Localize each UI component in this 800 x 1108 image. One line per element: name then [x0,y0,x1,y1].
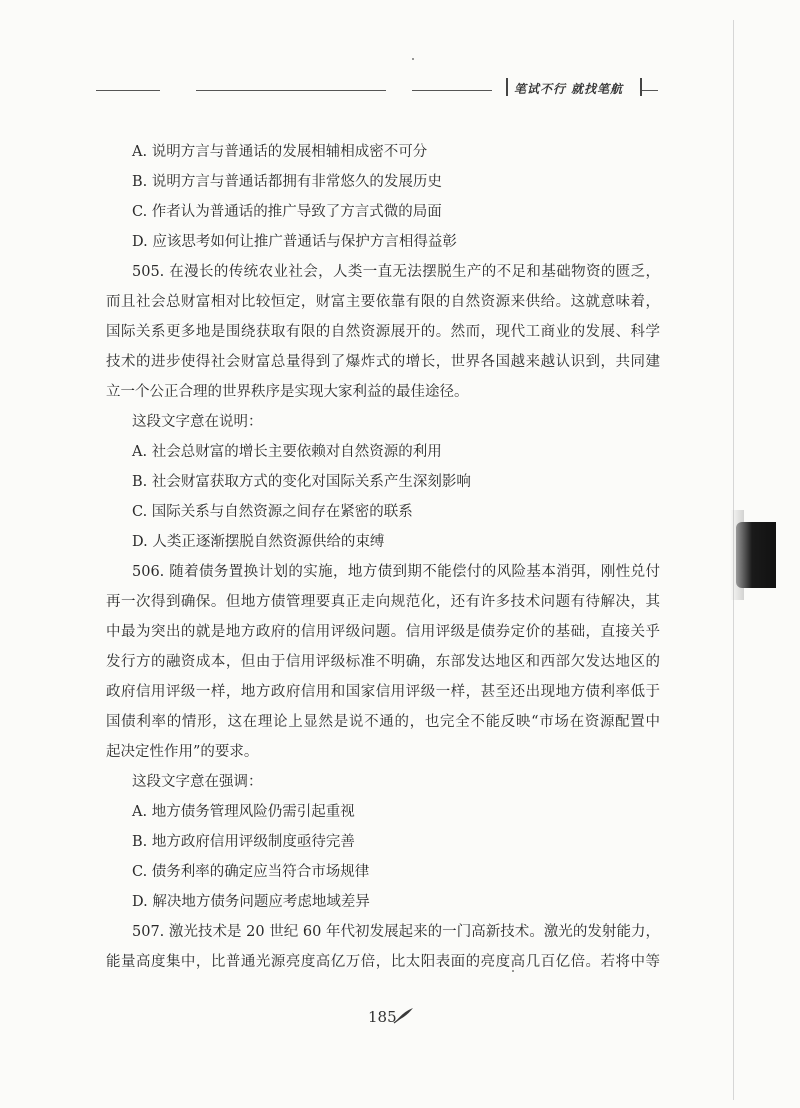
header-divider [506,78,508,96]
prev-option-d: D. 应该思考如何让推广普通话与保护方言相得益彰 [132,234,457,250]
q505-prompt: 这段文字意在说明： [132,414,263,430]
q505-passage-line: 505. 在漫长的传统农业社会，人类一直无法摆脱生产的不足和基础物资的匮乏， [132,264,660,280]
q505-option-d: D. 人类正逐渐摆脱自然资源供给的束缚 [132,534,385,550]
q506-passage-line: 中最为突出的就是地方政府的信用评级问题。信用评级是债券定价的基础，直接关乎 [106,624,660,640]
q506-option-a: A. 地方债务管理风险仍需引起重视 [132,804,355,820]
feather-pen-icon [393,1006,415,1024]
q506-passage-line: 再一次得到确保。但地方债管理要真正走向规范化，还有许多技术问题有待解决，其 [106,594,660,610]
q507-passage-line: 507. 激光技术是 20 世纪 60 年代初发展起来的一门高新技术。激光的发射能力， [132,924,660,940]
q505-passage-line: 技术的进步使得社会财富总量得到了爆炸式的增长，世界各国越来越认识到，共同建 [106,354,660,370]
page-number: 185 [368,1008,397,1026]
scan-speck [412,58,414,60]
q506-option-b: B. 地方政府信用评级制度亟待完善 [132,834,355,850]
header-slogan: 笔试不行 就找笔航 [514,82,624,96]
header-rule [96,90,160,91]
q505-passage-line: 立一个公正合理的世界秩序是实现大家利益的最佳途径。 [106,384,469,400]
q506-passage-line: 政府信用评级一样，地方政府信用和国家信用评级一样，甚至还出现地方债利率低于 [106,684,660,700]
q505-option-c: C. 国际关系与自然资源之间存在紧密的联系 [132,504,413,520]
q506-passage-line: 发行方的融资成本，但由于信用评级标准不明确，东部发达地区和西部欠发达地区的 [106,654,660,670]
q505-passage-line: 而且社会总财富相对比较恒定，财富主要依靠有限的自然资源来供给。这就意味着， [106,294,660,310]
q507-passage-line: 能量高度集中，比普通光源亮度高亿万倍，比太阳表面的亮度高几百亿倍。若将中等 [106,954,660,970]
prev-option-a: A. 说明方言与普通话的发展相辅相成密不可分 [132,144,428,160]
q505-passage-line: 国际关系更多地是围绕获取有限的自然资源展开的。然而，现代工商业的发展、科学 [106,324,660,340]
header-rule [196,90,386,91]
q506-option-c: C. 债务利率的确定应当符合市场规律 [132,864,370,880]
q506-passage-line: 506. 随着债务置换计划的实施，地方债到期不能偿付的风险基本消弭，刚性兑付 [132,564,660,580]
header-rule [412,90,492,91]
q506-prompt: 这段文字意在强调： [132,774,263,790]
prev-option-b: B. 说明方言与普通话都拥有非常悠久的发展历史 [132,174,442,190]
thumb-index-tab [736,522,776,588]
q506-option-d: D. 解决地方债务问题应考虑地域差异 [132,894,370,910]
q506-passage-line: 起决定性作用”的要求。 [106,744,259,760]
q506-passage-line: 国债利率的情形，这在理论上显然是说不通的，也完全不能反映“市场在资源配置中 [106,714,660,730]
header-rule [642,90,658,91]
q505-option-a: A. 社会总财富的增长主要依赖对自然资源的利用 [132,444,442,460]
q505-option-b: B. 社会财富获取方式的变化对国际关系产生深刻影响 [132,474,471,490]
header-divider [640,78,642,96]
prev-option-c: C. 作者认为普通话的推广导致了方言式微的局面 [132,204,442,220]
